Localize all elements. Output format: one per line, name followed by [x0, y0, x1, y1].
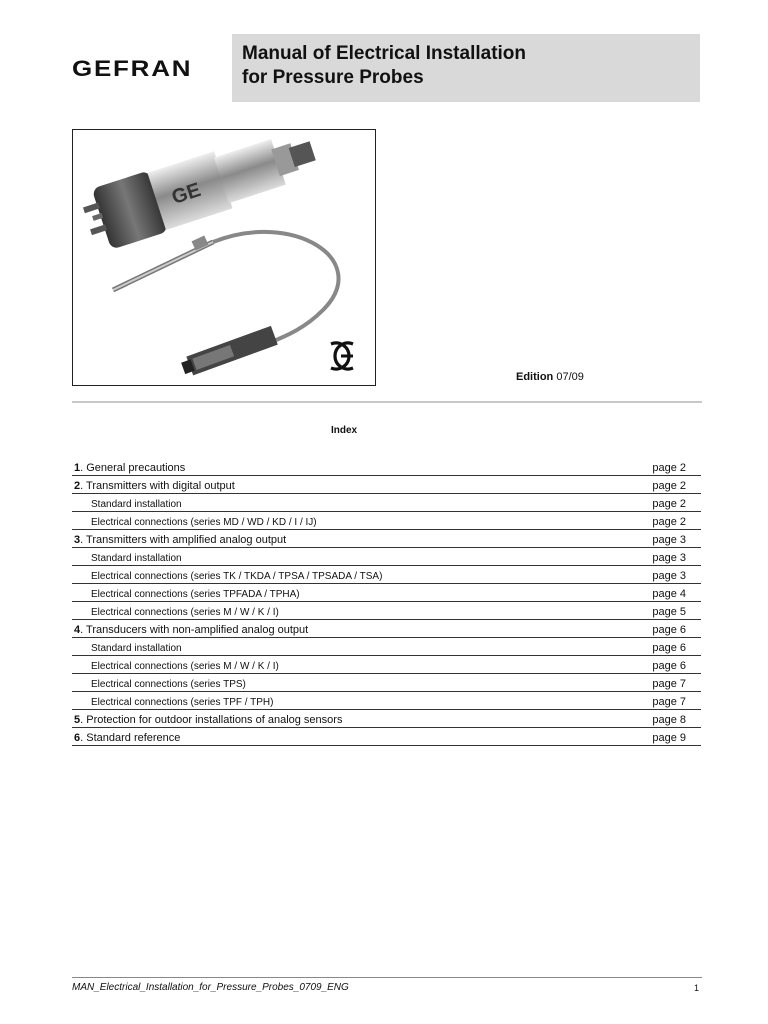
product-photo	[72, 129, 376, 386]
toc-entry-page: page 9	[652, 732, 686, 744]
edition-value: 07/09	[556, 371, 584, 383]
toc-entry[interactable]	[72, 512, 701, 530]
toc-entry-text: Electrical connections (series TPFADA / TPHA)	[91, 589, 300, 600]
toc-entry-text: . Transducers with non-amplified analog output	[80, 624, 309, 636]
table-of-contents	[72, 458, 701, 746]
toc-entry-page: page 2	[652, 462, 686, 474]
title-line-1: Manual of Electrical Installation	[242, 43, 527, 64]
svg-text:GE: GE	[169, 178, 204, 209]
page-number: 1	[694, 983, 700, 993]
toc-entry-page: page 3	[652, 534, 686, 546]
title-box	[232, 34, 700, 102]
toc-entry-page: page 2	[652, 516, 686, 528]
toc-entry-title	[91, 679, 246, 690]
edition-label: Edition	[516, 371, 554, 383]
toc-entry[interactable]	[72, 566, 701, 584]
toc-entry[interactable]	[72, 656, 701, 674]
toc-entry-page: page 7	[652, 696, 686, 708]
toc-entry-text: Electrical connections (series TPS)	[91, 679, 246, 690]
toc-entry-title	[74, 480, 235, 492]
toc-entry[interactable]	[72, 530, 701, 548]
toc-entry-title	[91, 643, 182, 654]
toc-entry-text: . Transmitters with digital output	[80, 480, 235, 492]
toc-entry[interactable]	[72, 548, 701, 566]
toc-entry-text: . Standard reference	[80, 732, 181, 744]
toc-entry-text: Electrical connections (series M / W / K / I)	[91, 661, 279, 672]
toc-entry-title	[74, 732, 180, 744]
edition	[516, 371, 584, 383]
toc-entry-text: . Protection for outdoor installations of analog sensors	[80, 714, 343, 726]
index-title: Index	[331, 425, 358, 436]
toc-entry-page: page 3	[652, 552, 686, 564]
toc-entry-page: page 3	[652, 570, 686, 582]
toc-entry-page: page 5	[652, 606, 686, 618]
toc-entry[interactable]	[72, 620, 701, 638]
toc-entry[interactable]	[72, 476, 701, 494]
gefran-logo: GEFRAN	[72, 56, 193, 81]
toc-entry-number: 3	[74, 534, 81, 546]
pressure-probe-icon	[73, 130, 375, 385]
toc-entry-title	[74, 534, 286, 546]
toc-entry-text: Standard installation	[91, 643, 182, 654]
toc-entry[interactable]	[72, 584, 701, 602]
toc-entry-number: 2	[74, 480, 81, 492]
toc-entry-title	[74, 462, 185, 474]
toc-entry[interactable]	[72, 674, 701, 692]
toc-entry-number: 1	[74, 462, 81, 474]
toc-entry-text: Standard installation	[91, 499, 182, 510]
toc-entry-title	[91, 589, 300, 600]
toc-entry[interactable]	[72, 458, 701, 476]
toc-entry-title	[91, 517, 317, 528]
toc-entry-page: page 2	[652, 498, 686, 510]
toc-entry-text: . Transmitters with amplified analog output	[80, 534, 287, 546]
toc-entry[interactable]	[72, 728, 701, 746]
toc-entry-title	[74, 714, 342, 726]
toc-entry-page: page 7	[652, 678, 686, 690]
toc-entry-page: page 4	[652, 588, 686, 600]
toc-entry-page: page 6	[652, 660, 686, 672]
toc-entry-text: Electrical connections (series M / W / K / I)	[91, 607, 279, 618]
toc-entry-title	[91, 661, 279, 672]
footer-divider	[72, 977, 702, 978]
toc-entry[interactable]	[72, 638, 701, 656]
toc-entry[interactable]	[72, 710, 701, 728]
toc-entry-page: page 6	[652, 624, 686, 636]
toc-entry-text: . General precautions	[80, 462, 186, 474]
toc-entry-title	[91, 499, 182, 510]
toc-entry-text: Electrical connections (series TPF / TPH)	[91, 697, 274, 708]
toc-entry-text: Electrical connections (series MD / WD / KD / I / IJ)	[91, 517, 317, 528]
toc-entry-text: Electrical connections (series TK / TKDA / TPSA / TPSADA / TSA)	[91, 571, 383, 582]
toc-entry-page: page 6	[652, 642, 686, 654]
toc-entry[interactable]	[72, 692, 701, 710]
toc-entry-title	[74, 624, 308, 636]
footer-document-name: MAN_Electrical_Installation_for_Pressure_Probes_0709_ENG	[72, 982, 349, 993]
toc-entry-title	[91, 607, 279, 618]
toc-entry-number: 6	[74, 732, 81, 744]
toc-entry-page: page 2	[652, 480, 686, 492]
toc-entry-page: page 8	[652, 714, 686, 726]
ce-mark-icon	[331, 343, 353, 369]
toc-entry-text: Standard installation	[91, 553, 182, 564]
toc-entry-title	[91, 553, 182, 564]
toc-entry[interactable]	[72, 494, 701, 512]
title-line-2: for Pressure Probes	[242, 67, 424, 88]
toc-entry-title	[91, 571, 382, 582]
header-divider	[72, 401, 702, 403]
toc-entry-number: 4	[74, 624, 81, 636]
toc-entry-number: 5	[74, 714, 81, 726]
toc-entry-title	[91, 697, 273, 708]
toc-entry[interactable]	[72, 602, 701, 620]
